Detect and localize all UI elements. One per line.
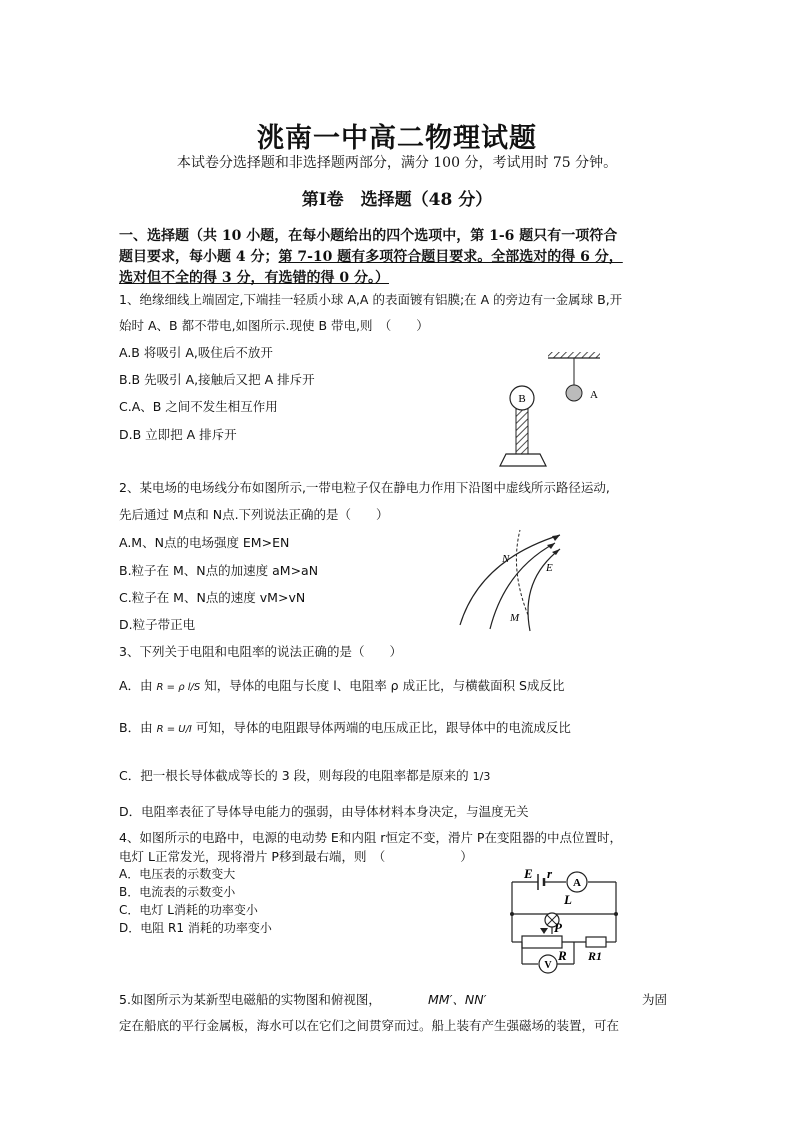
q2-option-b: B.粒子在 M、N点的加速度 aM>aN [119, 563, 319, 578]
instructions-line3: 选对但不全的得 3 分，有选错的得 0 分。） [119, 270, 389, 286]
q1-figure [490, 350, 620, 470]
q3-option-c [119, 766, 490, 784]
q1-fig-label-b: B [518, 393, 526, 405]
q4-label-r: r [547, 866, 553, 881]
q4-label-r-var: R [558, 948, 567, 963]
q3-stem: 3、下列关于电阻和电阻率的说法正确的是（ ） [119, 644, 402, 659]
q3-c-fraction: 1/3 [472, 770, 491, 783]
q1-line1: 1、绝缘细线上端固定,下端挂一轻质小球 A,A 的表面镀有铝膜;在 A 的旁边有一金属球 B,开 [119, 292, 623, 307]
q1-fig-label-a: A [590, 389, 598, 401]
q2-option-d: D.粒子带正电 [119, 617, 196, 632]
q4-label-r1: R1 [588, 949, 603, 963]
q1-option-d: D.B 立即把 A 排斥开 [119, 427, 237, 442]
q1-line2: 始时 A、B 都不带电,如图所示.现使 B 带电,则 （ ） [119, 318, 429, 333]
exam-subtitle: 本试卷分选择题和非选择题两部分，满分 100 分，考试用时 75 分钟。 [176, 155, 618, 171]
q5-line1c: 为固 [642, 992, 668, 1007]
q3-a-prefix: A．由 [119, 678, 153, 693]
section-heading: 第Ⅰ卷 选择题（48 分） [301, 190, 493, 210]
page-title: 洮南一中高二物理试题 [257, 123, 537, 154]
q2-fig-label-n: N [502, 553, 510, 565]
q2-option-c: C.粒子在 M、N点的速度 vM>vN [119, 590, 306, 605]
q4-label-p: P [554, 920, 562, 935]
q4-label-e: E [524, 866, 533, 881]
q4-circuit-figure [508, 862, 628, 974]
q4-option-b: B．电流表的示数变小 [119, 885, 236, 899]
instructions-line2b: 第 7-10 题有多项符合题目要求。全部选对的得 6 分， [278, 249, 623, 265]
q4-label-l: L [564, 892, 572, 907]
q5-line1a: 5.如图所示为某新型电磁船的实物图和俯视图， [119, 992, 381, 1007]
q2-figure [450, 525, 580, 635]
q2-option-a: A.M、N点的电场强度 EM>EN [119, 535, 290, 550]
q5-line2: 定在船底的平行金属板，海水可以在它们之间贯穿而过。船上装有产生强磁场的装置，可在 [119, 1018, 620, 1033]
q5-line1b: MM′、NN′ [428, 992, 487, 1007]
q3-option-a [119, 676, 565, 694]
instructions-line2 [119, 246, 623, 266]
q2-fig-label-m: M [510, 612, 520, 624]
q1-option-b: B.B 先吸引 A,接触后又把 A 排斥开 [119, 372, 315, 387]
instructions-line2a: 题目要求，每小题 4 分； [119, 249, 279, 265]
q4-option-d: D．电阻 R1 消耗的功率变小 [119, 921, 272, 935]
q4-option-a: A．电压表的示数变大 [119, 867, 236, 881]
q4-option-c: C．电灯 L消耗的功率变小 [119, 903, 258, 917]
q4-line1: 4、如图所示的电路中，电源的电动势 E和内阻 r恒定不变，滑片 P在变阻器的中点位置时， [119, 830, 622, 845]
q3-a-formula: R = ρ l/S [156, 682, 201, 693]
q2-fig-label-e: E [546, 562, 553, 574]
q3-a-text: 知，导体的电阻与长度 l、电阻率 ρ 成正比，与横截面积 S成反比 [204, 678, 565, 693]
q4-line2: 电灯 L正常发光，现将滑片 P移到最右端，则 （ ） [119, 849, 473, 864]
q2-line1: 2、某电场的电场线分布如图所示,一带电粒子仅在静电力作用下沿图中虚线所示路径运动, [119, 480, 610, 495]
instructions-line1: 一、选择题（共 10 小题，在每小题给出的四个选项中，第 1-6 题只有一项符合 [119, 228, 618, 244]
q4-ammeter-label: A [573, 877, 581, 889]
q3-c-text: C．把一根长导体截成等长的 3 段，则每段的电阻率都是原来的 [119, 768, 469, 783]
q3-b-text: 可知，导体的电阻跟导体两端的电压成正比，跟导体中的电流成反比 [195, 720, 571, 735]
q3-option-d: D．电阻率表征了导体导电能力的强弱，由导体材料本身决定，与温度无关 [119, 804, 529, 819]
q3-option-b [119, 718, 571, 736]
q1-option-a: A.B 将吸引 A,吸住后不放开 [119, 345, 273, 360]
q3-b-prefix: B．由 [119, 720, 153, 735]
q2-line2: 先后通过 M点和 N点.下列说法正确的是（ ） [119, 507, 389, 522]
q4-voltmeter-label: V [544, 960, 552, 971]
q3-b-formula: R = U/I [156, 724, 192, 735]
q1-option-c: C.A、B 之间不发生相互作用 [119, 399, 278, 414]
